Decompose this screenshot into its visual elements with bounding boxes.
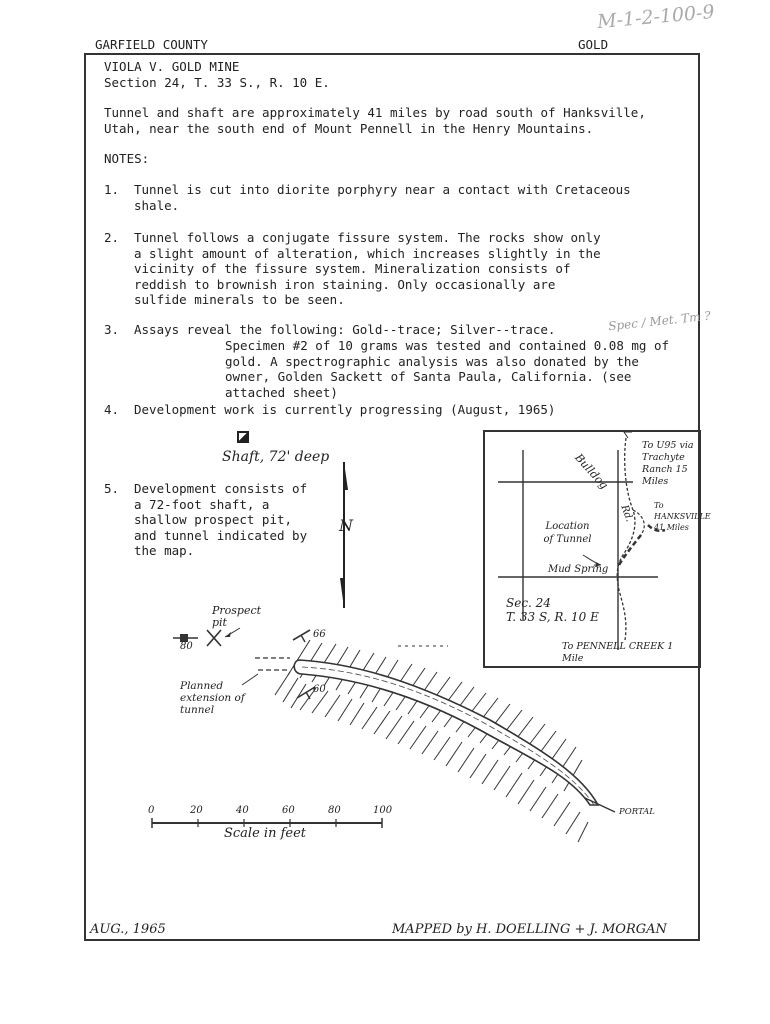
margin-note: Spec / Met. Tm ?: [607, 308, 712, 334]
inset-label-to-hanksville: To HANKSVILLE 41 Miles: [654, 501, 711, 532]
prospect-pit-label: Prospect pit: [212, 604, 262, 629]
note-4-number: 4.: [104, 402, 120, 417]
note-5-text: Development consists of a 72-foot shaft, a shallow prospect pit, and tunnel indicated by the map.: [134, 481, 308, 558]
scale-tick-80: 80: [328, 805, 341, 816]
county-header: GARFIELD COUNTY: [95, 37, 208, 52]
note-2-text: Tunnel follows a conjugate fissure system. The rocks show only a slight amount of alteration, which increases slightly in the vicinity of the fissure system. Mineralization consists of reddish to brownish iron staining. Only occasionally are sulfide minerals to be seen.: [134, 230, 601, 307]
mine-location: Section 24, T. 33 S., R. 10 E.: [104, 75, 330, 90]
inset-label-twp: T. 33 S, R. 10 E: [506, 610, 599, 624]
notes-heading: NOTES:: [104, 151, 150, 166]
scale-tick-0: 0: [148, 805, 155, 816]
shaft-label: Shaft, 72' deep: [222, 449, 330, 465]
dip-60-label: 60: [313, 684, 326, 695]
note-3-number: 3.: [104, 322, 120, 337]
commodity-header: GOLD: [578, 37, 609, 52]
mine-map: [150, 600, 670, 860]
inset-label-mud-spring: Mud Spring: [548, 564, 609, 575]
scale-tick-20: 20: [190, 805, 203, 816]
inset-label-to-u95: To U95 via Trachyte Ranch 15 Miles: [642, 440, 694, 487]
planned-extension-label: Planned extension of tunnel: [180, 680, 245, 716]
north-arrow: [330, 460, 360, 610]
inset-label-sec: Sec. 24: [506, 596, 551, 610]
note-4-text: Development work is currently progressing (August, 1965): [134, 402, 556, 417]
note-1-text: Tunnel is cut into diorite porphyry near a contact with Cretaceous shale.: [134, 182, 631, 213]
inset-label-bulldog: Bulldog: [572, 451, 611, 492]
scale-label: Scale in feet: [224, 826, 307, 841]
mine-name: VIOLA V. GOLD MINE: [104, 59, 240, 74]
north-label: N: [339, 516, 353, 535]
inset-label-rd: Rd.: [618, 503, 635, 524]
portal-label: PORTAL: [619, 807, 655, 817]
dip-66-label: 66: [313, 629, 326, 640]
scale-tick-60: 60: [282, 805, 295, 816]
note-5-number: 5.: [104, 481, 120, 496]
shaft-symbol: [237, 431, 249, 443]
footer-mapped-by: MAPPED by H. DOELLING + J. MORGAN: [392, 922, 667, 937]
elevation-80-label: 80: [180, 641, 193, 652]
inset-label-location-tunnel: Location of Tunnel: [543, 521, 592, 545]
document-number: M-1-2-100-9: [596, 0, 716, 34]
intro-paragraph: Tunnel and shaft are approximately 41 miles by road south of Hanksville, Utah, near the south end of Mount Pennell in the Henry Mountains.: [104, 105, 646, 136]
note-3-continuation: Specimen #2 of 10 grams was tested and contained 0.08 mg of gold. A spectrographic analysis was also donated by the owner, Golden Sackett of Santa Paula, California. (see attached sheet): [225, 338, 670, 400]
note-2-number: 2.: [104, 230, 120, 245]
note-3-text: Assays reveal the following: Gold--trace; Silver--trace.: [134, 322, 556, 337]
inset-label-to-pennell: To PENNELL CREEK 1 Mile: [562, 641, 674, 664]
footer-date: AUG., 1965: [90, 922, 166, 937]
note-1-number: 1.: [104, 182, 120, 197]
scale-tick-100: 100: [373, 805, 393, 816]
scale-tick-40: 40: [236, 805, 249, 816]
